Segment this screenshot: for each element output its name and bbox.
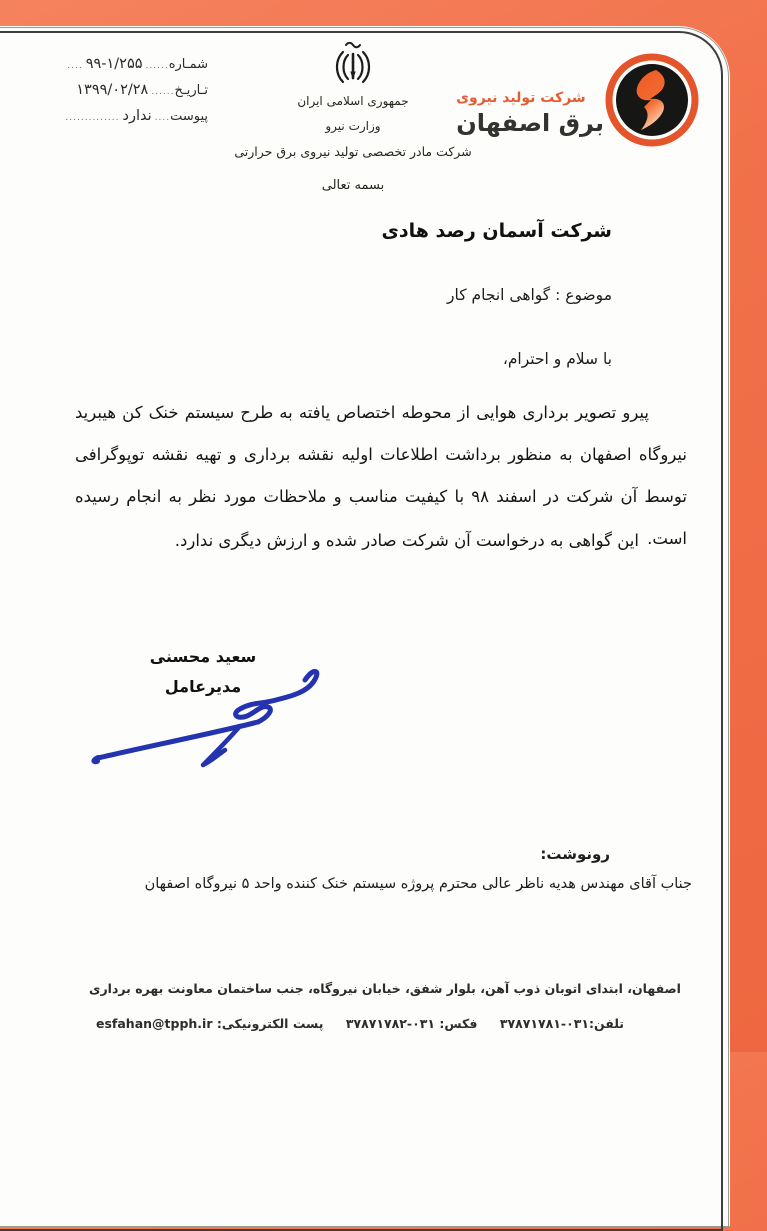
cc-label: رونوشت: [540, 845, 610, 863]
attachment-row [30, 108, 208, 124]
email-segment [96, 1016, 323, 1031]
footer-address: اصفهان، ابتدای اتوبان ذوب آهن، بلوار شفق، خیابان نیروگاه، جنب ساختمان معاونت بهره برداری [89, 981, 681, 996]
handwritten-signature [80, 648, 330, 773]
subject-line: موضوع : گواهی انجام کار [447, 286, 612, 304]
dotted-leader: ...... [151, 87, 175, 97]
salutation-line: با سلام و احترام، [502, 350, 612, 368]
signer-name: سعید محسنی [149, 647, 257, 666]
phone-segment [500, 1016, 624, 1031]
gov-line-country: جمهوری اسلامی ایران [297, 94, 409, 108]
signer-title: مدیرعامل [164, 677, 242, 696]
iran-emblem-icon [333, 42, 373, 88]
footer-contact-line [30, 1016, 690, 1031]
dotted-leader: .............. [65, 113, 120, 123]
gov-line-ministry: وزارت نیرو [325, 119, 381, 133]
dotted-leader: ...... [145, 61, 169, 71]
dotted-leader: .... [67, 61, 83, 71]
dotted-leader: .... [154, 113, 171, 123]
letter-date-value: ۱۳۹۹/۰۲/۲۸ [76, 82, 149, 98]
reference-block [30, 56, 208, 134]
government-header [228, 42, 478, 170]
company-brand [456, 50, 714, 154]
email-label: پست الکترونیکی: [216, 1016, 324, 1031]
body-paragraph: پیرو تصویر برداری هوایی از محوطه اختصاص یافته به طرح سیستم خنک کن هیبرید نیروگاه اصفهان به منظور برداشت اطلاعات اولیه نقشه برداری و تهیه نقشه توپوگرافی توسط آن شرکت در اسفند ۹۸ با کیفیت مناسب و ملاحظات مورد نظر به انجام رسیده است. [75, 403, 687, 548]
recipient-name: شرکت آسمان رصد هادی [381, 220, 612, 242]
attachment-value: ندارد [122, 108, 152, 124]
fax-value: ۰۳۱-۳۷۸۷۱۷۸۲ [345, 1016, 435, 1031]
date-label: تـاریـخ [174, 83, 208, 98]
company-name [456, 90, 604, 137]
phone-value: ۰۳۱-۳۷۸۷۱۷۸۱ [499, 1016, 589, 1031]
number-label: شمـاره [168, 57, 208, 72]
fax-segment [346, 1016, 478, 1031]
letter-date-row [30, 82, 208, 98]
phone-label: تلفن: [588, 1016, 624, 1031]
fax-label: فکس: [439, 1016, 478, 1031]
email-value: esfahan@tpph.ir [96, 1016, 213, 1031]
letter-number-row [30, 56, 208, 72]
company-logo-icon [604, 52, 700, 148]
closing-line: این گواهی به درخواست آن شرکت صادر شده و ارزش دیگری ندارد. [174, 531, 639, 550]
company-name-line1: شرکت تولید نیروی [456, 90, 586, 106]
gov-line-holding: شرکت مادر تخصصی تولید نیروی برق حرارتی [234, 144, 472, 159]
company-name-line2: برق اصفهان [456, 109, 604, 137]
besmele-text: بسمه تعالی [321, 178, 385, 193]
cc-recipient-line: جناب آقای مهندس هدیه ناظر عالی محترم پروژه سیستم خنک کننده واحد ۵ نیروگاه اصفهان [144, 876, 692, 892]
letter-number-value: ۹۹-۱/۲۵۵ [85, 56, 143, 72]
attachment-label: پیوست [170, 109, 208, 124]
